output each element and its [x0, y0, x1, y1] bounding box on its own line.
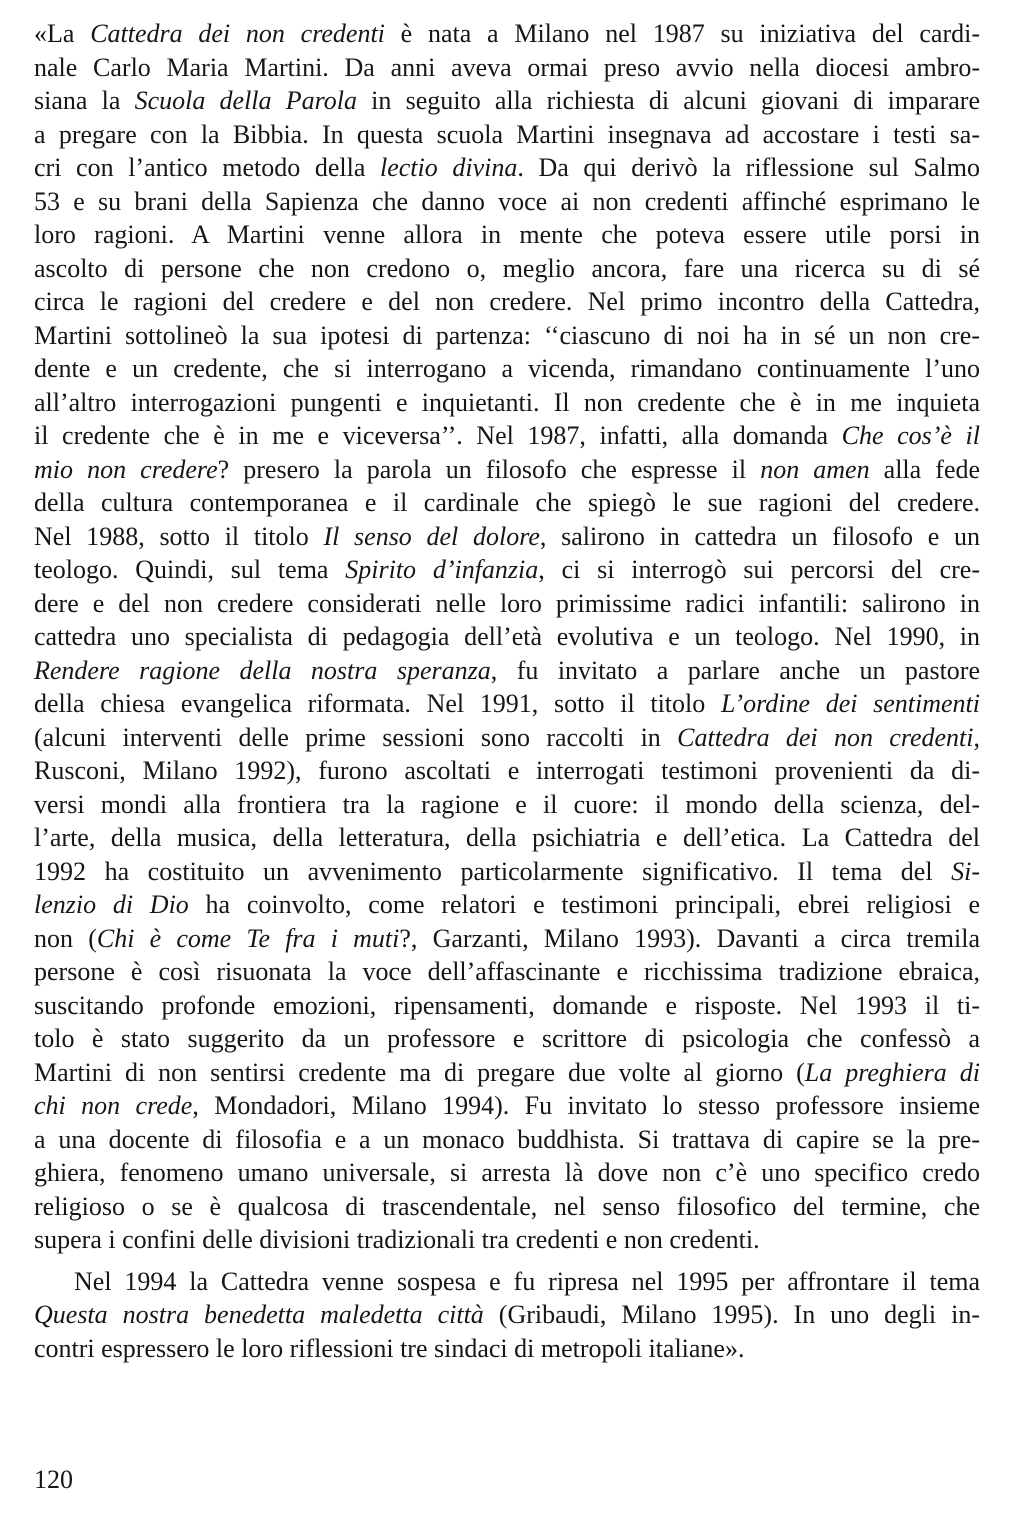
- body-text: [34, 17, 980, 1365]
- text-line: [34, 888, 980, 922]
- italic-text: Rendere ragione della nostra speranza: [34, 655, 491, 685]
- text-run: Nel 1988, sotto il titolo: [34, 521, 324, 551]
- text-line: [34, 17, 980, 51]
- text-line: [34, 1089, 980, 1123]
- text-line: [34, 955, 980, 989]
- text-line: [34, 754, 980, 788]
- text-line: [34, 486, 980, 520]
- page-number: 120: [34, 1465, 73, 1494]
- italic-text: Che cos’è il: [841, 421, 980, 450]
- text-run: suscitando profonde emozioni, ripensamenti, domande e risposte. Nel 1993 il ti-: [34, 990, 980, 1020]
- text-line: [34, 687, 980, 721]
- text-line: [34, 218, 980, 252]
- text-run: ?, Garzanti, Milano 1993). Davanti a circa tremila: [399, 923, 980, 953]
- text-line: [34, 1223, 980, 1257]
- text-run: Rusconi, Milano 1992), furono ascoltati e interrogati testimoni provenienti da di-: [34, 756, 980, 785]
- paragraph-2: [34, 1265, 980, 1366]
- text-line: [34, 1265, 980, 1299]
- text-run: contri espressero le loro riflessioni tre sindaci di metropoli italiane».: [34, 1333, 745, 1363]
- text-line: [34, 1190, 980, 1224]
- text-run: della chiesa evangelica riformata. Nel 1991, sotto il titolo: [34, 689, 721, 718]
- text-line: [34, 386, 980, 420]
- text-line: [34, 855, 980, 889]
- text-run: ? presero la parola un filosofo che espresse il: [217, 454, 761, 484]
- italic-text: Chi è come Te fra i muti: [96, 923, 400, 953]
- text-line: [34, 1298, 980, 1332]
- text-run: circa le ragioni del credere e del non credere. Nel primo incontro della Cattedra,: [34, 287, 980, 316]
- text-run: , fu invitato a parlare anche un pastore: [490, 655, 980, 685]
- text-line: [34, 788, 980, 822]
- text-line: [34, 1156, 980, 1190]
- text-line: [34, 352, 980, 386]
- italic-text: La preghiera di: [804, 1057, 980, 1087]
- text-run: cattedra uno specialista di pedagogia dell’età evolutiva e un teologo. Nel 1990, in: [34, 622, 980, 651]
- text-line: [34, 84, 980, 118]
- italic-text: lectio divina: [379, 153, 518, 182]
- text-run: a una docente di filosofia e a un monaco buddhista. Si trattava di capire se la pre-: [34, 1124, 980, 1154]
- text-line: [34, 587, 980, 621]
- text-line: [34, 1123, 980, 1157]
- text-run: «La: [34, 19, 91, 48]
- text-line: [34, 319, 980, 353]
- text-run: dere e del non credere considerati nelle loro primissime radici infantili: salirono in: [34, 588, 980, 618]
- text-run: ascolto di persone che non credono o, meglio ancora, fare una ricerca su di sé: [34, 253, 980, 283]
- text-run: , ci si interrogò sui percorsi del cre-: [538, 555, 980, 584]
- text-line: [34, 553, 980, 587]
- text-run: , Mondadori, Milano 1994). Fu invitato lo stesso professore insieme: [192, 1091, 980, 1120]
- italic-text: lenzio di Dio: [34, 890, 189, 919]
- text-line: [34, 185, 980, 219]
- text-run: 1992 ha costituito un avvenimento particolarmente significativo. Il tema del: [34, 856, 952, 886]
- text-run: loro ragioni. A Martini venne allora in mente che poteva essere utile porsi in: [34, 220, 980, 249]
- text-run: tolo è stato suggerito da un professore e scrittore di psicologia che confessò a: [34, 1024, 980, 1053]
- italic-text: Scuola della Parola: [134, 86, 357, 115]
- text-line: [34, 620, 980, 654]
- text-run: versi mondi alla frontiera tra la ragione e il cuore: il mondo della scienza, del-: [34, 789, 980, 819]
- italic-text: Questa nostra benedetta maledetta città: [34, 1300, 484, 1329]
- text-line: [34, 821, 980, 855]
- text-run: persone è così risuonata la voce dell’affascinante e ricchissima tradizione ebraica,: [34, 957, 980, 986]
- italic-text: mio non credere: [34, 454, 218, 484]
- italic-text: Cattedra dei non credenti: [90, 19, 385, 48]
- text-line: [34, 922, 980, 956]
- text-run: (Gribaudi, Milano 1995). In uno degli in-: [483, 1300, 980, 1329]
- text-run: Martini sottolineò la sua ipotesi di partenza: ‘‘ciascuno di noi ha in sé un non cre-: [34, 320, 980, 350]
- text-run: religioso o se è qualcosa di trascendentale, nel senso filosofico del termine, che: [34, 1191, 980, 1221]
- italic-text: chi non crede: [34, 1091, 193, 1120]
- text-run: , salirono in cattedra un filosofo e un: [539, 521, 980, 551]
- text-line: [34, 520, 980, 554]
- text-line: [34, 453, 980, 487]
- text-line: [34, 118, 980, 152]
- text-line: [34, 285, 980, 319]
- text-run: è nata a Milano nel 1987 su iniziativa del cardi-: [384, 19, 980, 48]
- text-line: [34, 989, 980, 1023]
- italic-text: Si-: [951, 856, 980, 886]
- text-run: ha coinvolto, come relatori e testimoni principali, ebrei religiosi e: [188, 890, 980, 919]
- text-run: supera i confini delle divisioni tradizionali tra credenti e non credenti.: [34, 1225, 760, 1254]
- text-line: [34, 51, 980, 85]
- text-run: cri con l’antico metodo della: [34, 153, 380, 182]
- italic-text: Cattedra dei non credenti: [677, 722, 974, 752]
- text-line: [34, 1022, 980, 1056]
- text-run: all’altro interrogazioni pungenti e inquietanti. Il non credente che è in me inquieta: [34, 387, 980, 417]
- text-run: alla fede: [869, 454, 981, 484]
- text-line: [34, 654, 980, 688]
- italic-text: L’ordine dei sentimenti: [720, 689, 981, 718]
- text-run: 53 e su brani della Sapienza che danno voce ai non credenti affinché esprimano le: [34, 186, 980, 216]
- text-run: . Da qui derivò la riflessione sul Salmo: [517, 153, 980, 182]
- text-line: [34, 1332, 980, 1366]
- text-run: l’arte, della musica, della letteratura, della psichiatria e dell’etica. La Cattedra del: [34, 823, 980, 852]
- text-run: non (: [34, 923, 97, 953]
- paragraph-1: [34, 17, 980, 1257]
- text-line: [34, 151, 980, 185]
- text-run: ,: [973, 722, 980, 752]
- text-run: Martini di non sentirsi credente ma di pregare due volte al giorno (: [34, 1057, 805, 1087]
- italic-text: non amen: [760, 454, 870, 484]
- text-line: [34, 1056, 980, 1090]
- text-run: il credente che è in me e viceversa’’. Nel 1987, infatti, alla domanda: [34, 421, 842, 450]
- text-line: [34, 419, 980, 453]
- text-line: [34, 252, 980, 286]
- text-run: a pregare con la Bibbia. In questa scuola Martini insegnava ad accostare i testi sa-: [34, 119, 980, 149]
- text-run: teologo. Quindi, sul tema: [34, 555, 346, 584]
- text-line: [34, 721, 980, 755]
- text-run: siana la: [34, 86, 135, 115]
- text-run: dente e un credente, che si interrogano a vicenda, rimandano continuamente l’uno: [34, 354, 980, 383]
- text-run: ghiera, fenomeno umano universale, si arresta là dove non c’è uno specifico credo: [34, 1158, 980, 1187]
- text-run: nale Carlo Maria Martini. Da anni aveva ormai preso avvio nella diocesi ambro-: [34, 52, 980, 82]
- italic-text: Il senso del dolore: [323, 521, 540, 551]
- text-run: Nel 1994 la Cattedra venne sospesa e fu ripresa nel 1995 per affrontare il tema: [74, 1266, 980, 1296]
- text-run: della cultura contemporanea e il cardinale che spiegò le sue ragioni del credere.: [34, 488, 980, 517]
- italic-text: Spirito d’infanzia: [345, 555, 539, 584]
- text-run: in seguito alla richiesta di alcuni giovani di imparare: [356, 86, 980, 115]
- text-run: (alcuni interventi delle prime sessioni sono raccolti in: [34, 722, 678, 752]
